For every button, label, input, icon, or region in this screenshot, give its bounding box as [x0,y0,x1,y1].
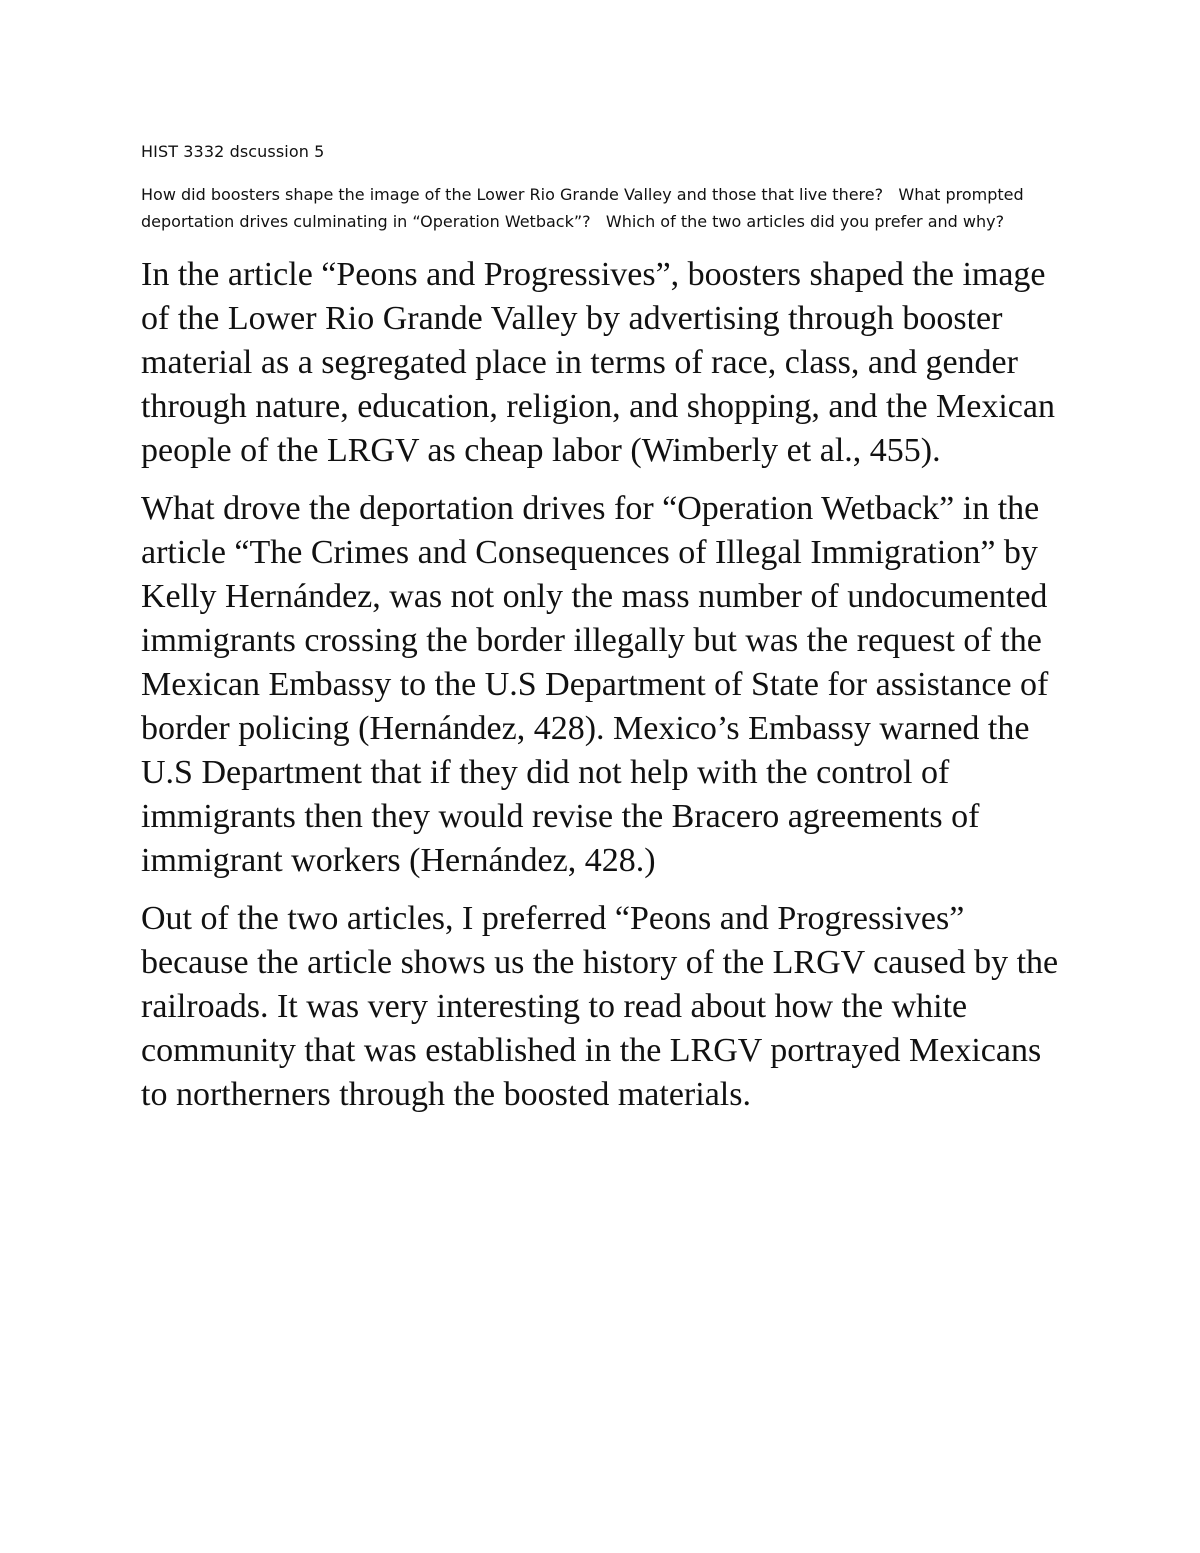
document-heading: HIST 3332 dscussion 5 [141,142,325,161]
answer-paragraph-deportation: What drove the deportation drives for “Operation Wetback” in the article “The Crimes and Consequences of Illegal Immigration” by Kelly Hernández, was not only the mass number of undocumented immigrants crossing the border illegally but was the request of the Mexican Embassy to the U.S Department of State for assistance of border policing (Hernández, 428). Mexico’s Embassy warned the U.S Department that if they did not help with the control of immigrants then they would revise the Bracero agreements of immigrant workers (Hernández, 428.) [141,490,1049,879]
discussion-prompt: How did boosters shape the image of the Lower Rio Grande Valley and those that live there? What prompted deportation drives culminating in “Operation Wetback”? Which of the two articles did you prefer and why? [141,185,1029,231]
document-body [141,140,1071,1131]
answer-paragraph-preference: Out of the two articles, I preferred “Peons and Progressives” because the article shows us the history of the LRGV caused by the railroads. It was very interesting to read about how the white community that was established in the LRGV portrayed Mexicans to northerners through the boosted materials. [141,900,1059,1113]
answer-paragraph-boosters: In the article “Peons and Progressives”, boosters shaped the image of the Lower Rio Grande Valley by advertising through booster material as a segregated place in terms of race, class, and gender through nature, education, religion, and shopping, and the Mexican people of the LRGV as cheap labor (Wimberly et al., 455). [141,256,1055,469]
